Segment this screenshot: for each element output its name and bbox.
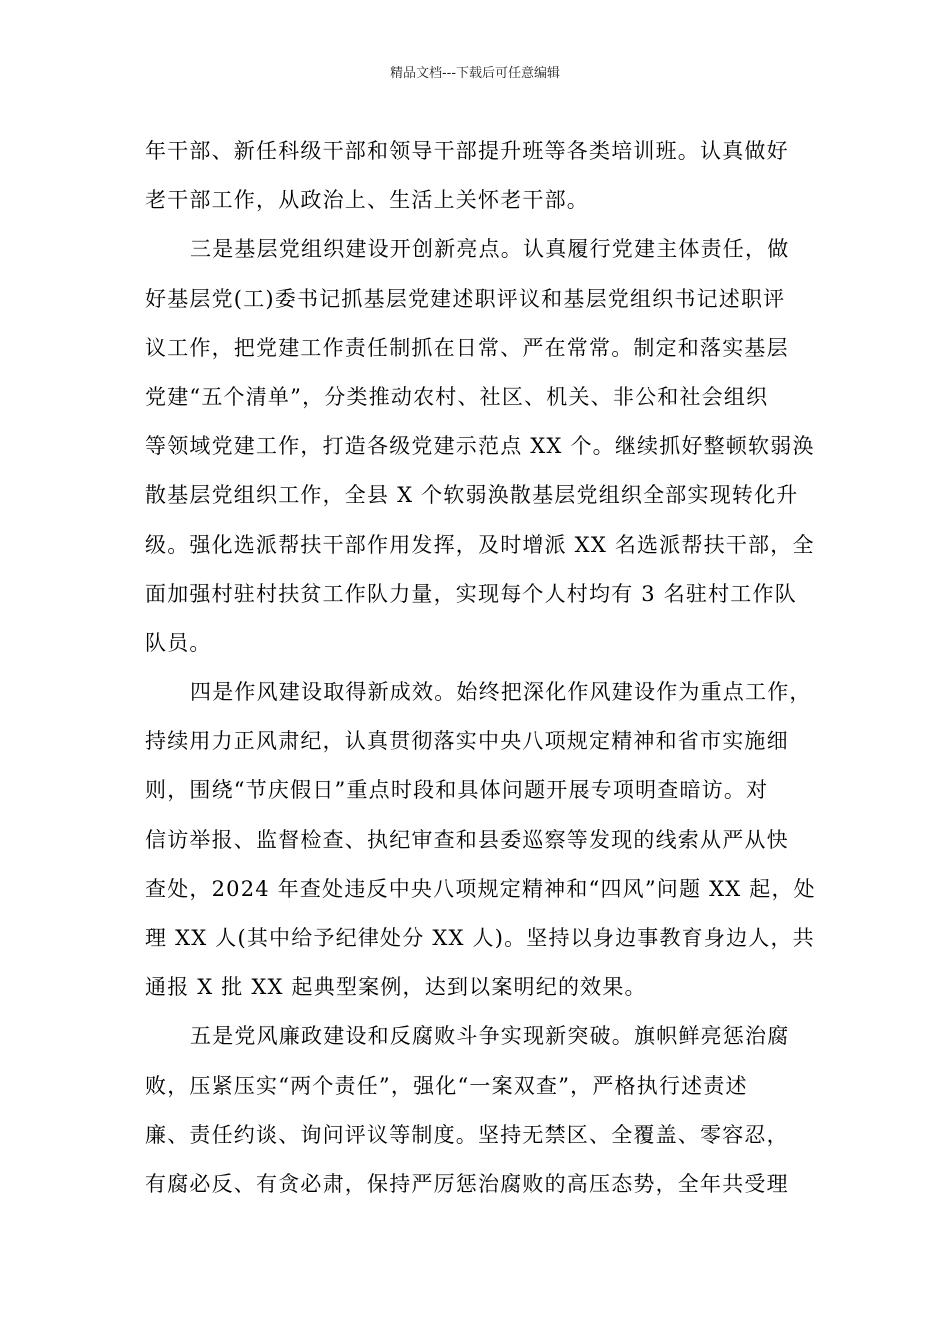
text-line: 面加强村驻村扶贫工作队力量，实现每个人村均有 3 名驻村工作队 xyxy=(145,581,797,606)
text-line: 议工作，把党建工作责任制抓在日常、严在常常。制定和落实基层 xyxy=(145,335,789,360)
text-line: 廉、责任约谈、询问评议等制度。坚持无禁区、全覆盖、零容忍， xyxy=(145,1122,789,1147)
text-line: 败，压紧压实“两个责任”，强化“一案双查”，严格执行述责述 xyxy=(145,1073,748,1098)
page-header-watermark: 精品文档---下载后可任意编辑 xyxy=(389,66,561,81)
text-line: 通报 X 批 XX 起典型案例，达到以案明纪的效果。 xyxy=(145,975,647,1000)
text-line: 持续用力正风肃纪，认真贯彻落实中央八项规定精神和省市实施细 xyxy=(145,729,789,754)
text-line: 级。强化选派帮扶干部作用发挥，及时增派 XX 名选派帮扶干部，全 xyxy=(145,532,815,557)
text-line: 则，围绕“节庆假日”重点时段和具体问题开展专项明查暗访。对 xyxy=(145,778,769,803)
text-line: 信访举报、监督检查、执纪审查和县委巡察等发现的线索从严从快 xyxy=(145,827,789,852)
paragraph-start-line: 三是基层党组织建设开创新亮点。认真履行党建主体责任，做 xyxy=(190,237,790,262)
text-line: 年干部、新任科级干部和领导干部提升班等各类培训班。认真做好 xyxy=(145,139,789,163)
text-line: 好基层党(工)委书记抓基层党建述职评议和基层党组织书记述职评 xyxy=(145,286,786,311)
paragraph-start-line: 五是党风廉政建设和反腐败斗争实现新突破。旗帜鲜亮惩治腐 xyxy=(190,1024,790,1049)
paragraph-start-line: 四是作风建设取得新成效。始终把深化作风建设作为重点工作， xyxy=(190,680,812,705)
text-line: 理 XX 人(其中给予纪律处分 XX 人)。坚持以身边事教育身边人，共 xyxy=(145,926,815,950)
text-line: 队员。 xyxy=(145,630,212,655)
text-line: 查处，2024 年查处违反中央八项规定精神和“四风”问题 XX 起，处 xyxy=(145,876,816,901)
document-body xyxy=(145,127,816,1209)
text-line: 有腐必反、有贪必肃，保持严厉惩治腐败的高压态势，全年共受理 xyxy=(145,1171,789,1196)
text-line: 老干部工作，从政治上、生活上关怀老干部。 xyxy=(145,188,589,213)
text-line: 等领域党建工作，打造各级党建示范点 XX 个。继续抓好整顿软弱涣 xyxy=(145,434,815,459)
text-line: 党建“五个清单”，分类推动农村、社区、机关、非公和社会组织 xyxy=(145,384,769,409)
text-line: 散基层党组织工作，全县 X 个软弱涣散基层党组织全部实现转化升 xyxy=(145,483,799,508)
